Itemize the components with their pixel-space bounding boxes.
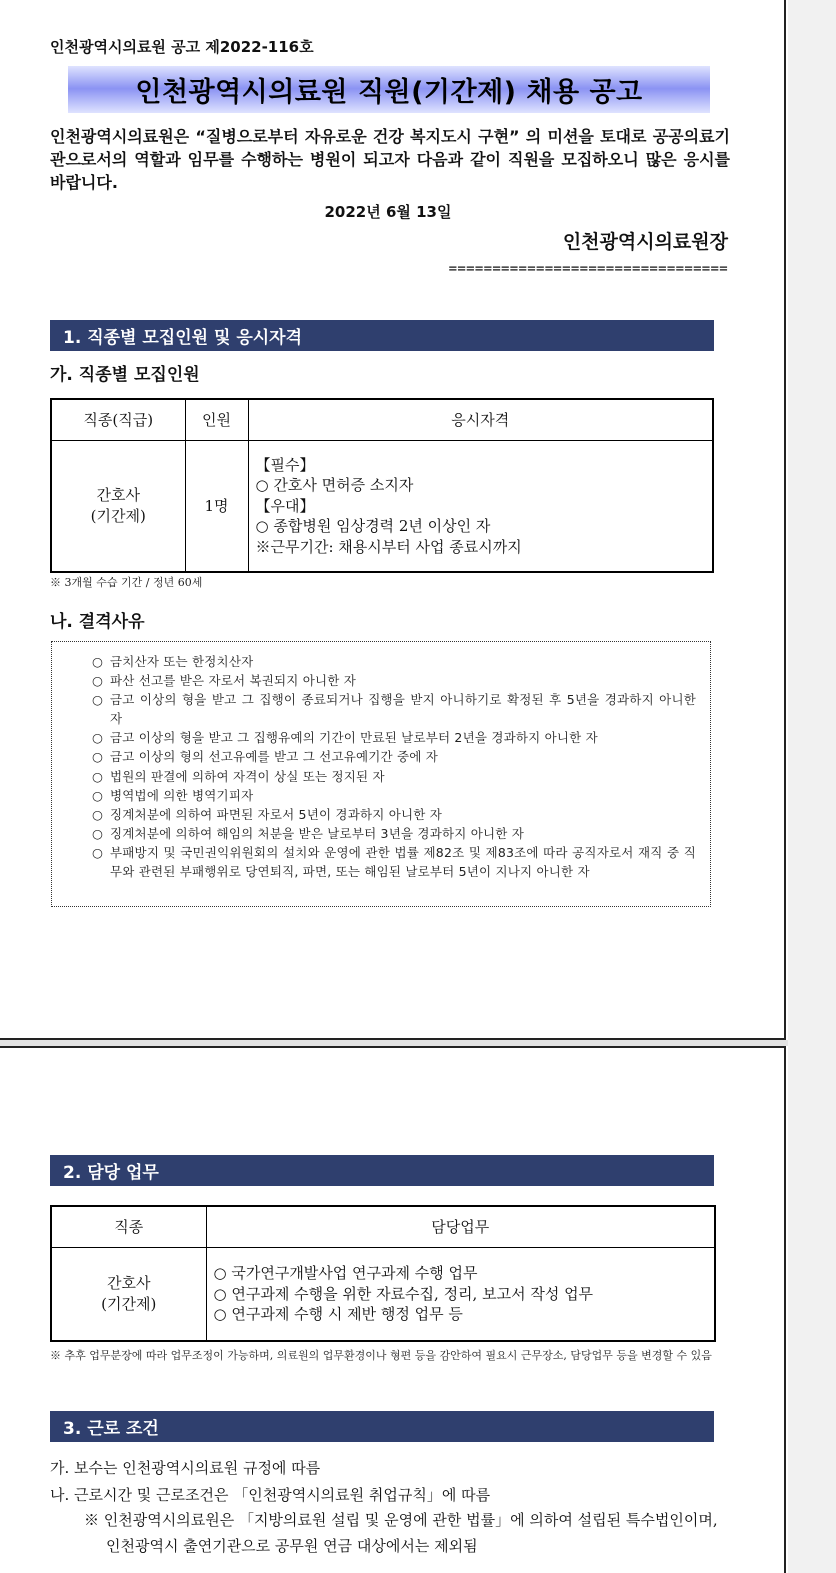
cell-job bbox=[51, 1247, 206, 1341]
list-item: ○ 부패방지 및 국민권익위원회의 설치와 운영에 관한 법률 제82조 및 제83조에 따라 공직자로서 재직 중 직무와 관련된 부패행위로 당연퇴직, 파면, 또는 해임된 날로부터 5년이 지나지 아니한 자 bbox=[92, 843, 696, 881]
list-item: ○ 징계처분에 의하여 해임의 처분을 받은 날로부터 3년을 경과하지 아니한 자 bbox=[92, 824, 696, 843]
section-1-title: 1. 직종별 모집인원 및 응시자격 bbox=[63, 328, 303, 348]
condition-item-b-note: ※ 인천광역시의료원은 「지방의료원 설립 및 운영에 관한 법률」에 의하여 설립된 특수법인이며, 인천광역시 출연기관으로 공무원 연금 대상에서는 제외됨 bbox=[84, 1511, 718, 1555]
section-2-header bbox=[50, 1155, 714, 1186]
qual-line: ○ 종합병원 임상경력 2년 이상인 자 bbox=[255, 517, 491, 535]
list-item: ○ 금치산자 또는 한정치산자 bbox=[92, 652, 696, 671]
header-job: 직종(직급) bbox=[51, 399, 185, 440]
subsection-1b-title: 나. 결격사유 bbox=[50, 612, 145, 632]
intro-paragraph: 인천광역시의료원은 “질병으로부터 자유로운 건강 복지도시 구현” 의 미션을 토대로 공공의료기관으로서의 역할과 임무를 수행하는 병원이 되고자 다음과 같이 직원을 모집하오니 많은 응시를 바랍니다. bbox=[50, 127, 730, 192]
notice-date: 2022년 6월 13일 bbox=[324, 203, 452, 221]
list-item: ○ 금고 이상의 형을 받고 그 집행유예의 기간이 만료된 날로부터 2년을 경과하지 아니한 자 bbox=[92, 728, 696, 747]
qual-line: 【우대】 bbox=[255, 496, 315, 515]
job-type: (기간제) bbox=[90, 506, 146, 525]
table-header-row bbox=[51, 399, 713, 440]
list-item: ○ 금고 이상의 형을 받고 그 집행이 종료되거나 집행을 받지 아니하기로 확정된 후 5년을 경과하지 아니한 자 bbox=[92, 690, 696, 728]
qual-line: 【필수】 bbox=[255, 455, 315, 474]
issuer-name: 인천광역시의료원장 bbox=[562, 231, 728, 253]
duty-line: ○ 연구과제 수행을 위한 자료수집, 정리, 보고서 작성 업무 bbox=[213, 1284, 594, 1303]
job-type: (기간제) bbox=[101, 1294, 157, 1313]
duty-line: ○ 연구과제 수행 시 제반 행정 업무 등 bbox=[213, 1305, 463, 1323]
table-row bbox=[51, 1247, 715, 1341]
disqualification-list bbox=[52, 642, 710, 881]
header-job: 직종 bbox=[51, 1206, 206, 1247]
document-page-2 bbox=[0, 1046, 786, 1573]
header-qualifications: 응시자격 bbox=[248, 399, 713, 440]
qual-line: ※근무기간: 채용시부터 사업 종료시까지 bbox=[255, 537, 522, 556]
cell-qualifications bbox=[248, 440, 713, 572]
list-item: ○ 징계처분에 의하여 파면된 자로서 5년이 경과하지 아니한 자 bbox=[92, 805, 696, 824]
title-banner bbox=[68, 66, 710, 113]
list-item: ○ 파산 선고를 받은 자로서 복권되지 아니한 자 bbox=[92, 671, 696, 690]
header-duties: 담당업무 bbox=[206, 1206, 715, 1247]
list-item: ○ 법원의 판결에 의하여 자격이 상실 또는 정지된 자 bbox=[92, 767, 696, 786]
cell-duties bbox=[206, 1247, 715, 1341]
separator-line: ================================ bbox=[448, 261, 728, 277]
table-row bbox=[51, 440, 713, 572]
duties-note: ※ 추후 업무분장에 따라 업무조정이 가능하며, 의료원의 업무환경이나 형편 등을 감안하여 필요시 근무장소, 담당업무 등을 변경할 수 있음 bbox=[50, 1349, 712, 1362]
section-3-title: 3. 근로 조건 bbox=[63, 1419, 159, 1439]
cell-count: 1명 bbox=[185, 440, 248, 572]
job-name: 간호사 bbox=[107, 1273, 151, 1292]
list-item: ○ 병역법에 의한 병역기피자 bbox=[92, 786, 696, 805]
condition-item-a: 가. 보수는 인천광역시의료원 규정에 따름 bbox=[50, 1459, 321, 1477]
section-2-title: 2. 담당 업무 bbox=[63, 1163, 159, 1183]
duties-table bbox=[50, 1205, 716, 1342]
probation-note: ※ 3개월 수습 기간 / 정년 60세 bbox=[50, 576, 203, 589]
notice-number: 인천광역시의료원 공고 제2022-116호 bbox=[50, 38, 314, 56]
header-count: 인원 bbox=[185, 399, 248, 440]
disqualification-box bbox=[51, 641, 711, 907]
page-title: 인천광역시의료원 직원(기간제) 채용 공고 bbox=[135, 77, 643, 108]
section-1-header bbox=[50, 320, 714, 351]
recruitment-table bbox=[50, 398, 714, 573]
viewer-background bbox=[788, 0, 836, 1573]
condition-item-b: 나. 근로시간 및 근로조건은 「인천광역시의료원 취업규칙」에 따름 bbox=[50, 1486, 491, 1504]
job-name: 간호사 bbox=[96, 485, 140, 504]
qual-line: ○ 간호사 면허증 소지자 bbox=[255, 476, 414, 494]
table-header-row bbox=[51, 1206, 715, 1247]
duty-line: ○ 국가연구개발사업 연구과제 수행 업무 bbox=[213, 1264, 478, 1282]
list-item: ○ 금고 이상의 형의 선고유예를 받고 그 선고유예기간 중에 자 bbox=[92, 747, 696, 766]
subsection-1a-title: 가. 직종별 모집인원 bbox=[50, 365, 200, 385]
section-3-header bbox=[50, 1411, 714, 1442]
cell-job bbox=[51, 440, 185, 572]
